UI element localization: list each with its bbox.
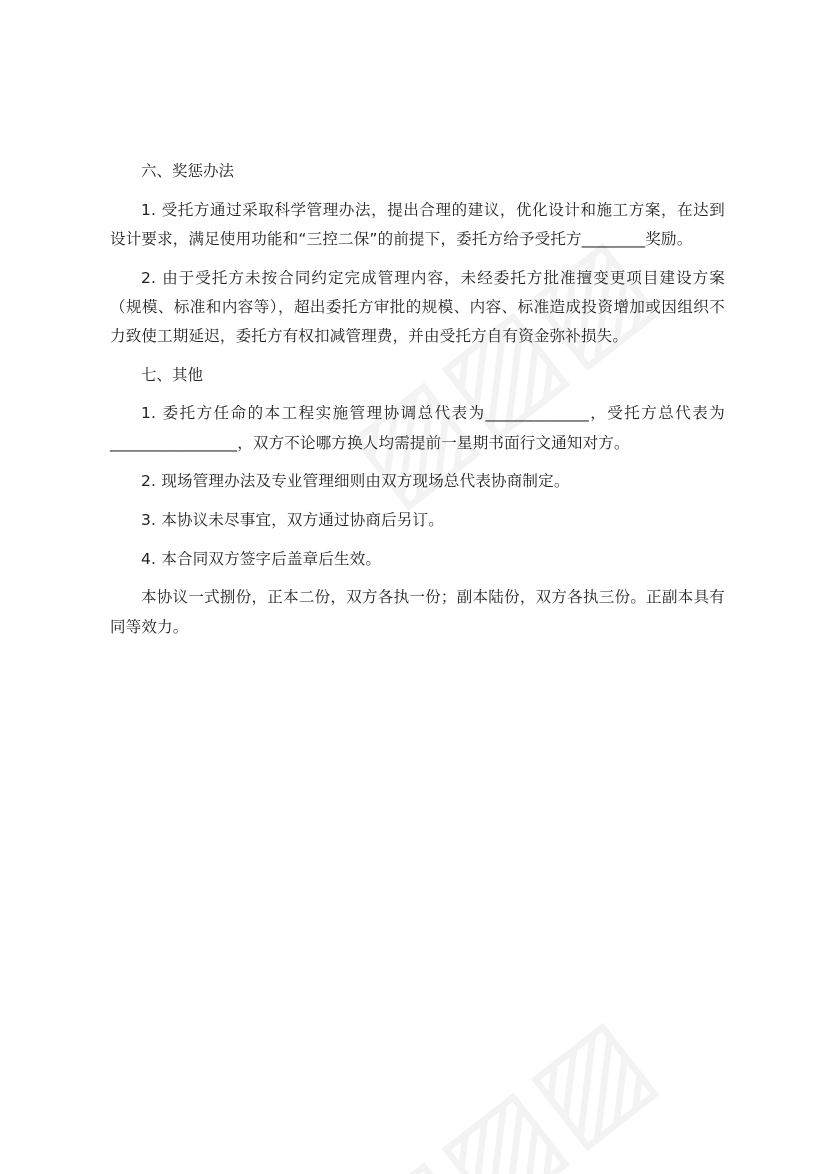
watermark-bottom (323, 990, 677, 1174)
clause-representatives: 1. 委托方任命的本工程实施管理协调总代表为_____________，受托方总代表为________________，双方不论哪方换人均需提前一星期书面行文通知对方。 (110, 404, 725, 452)
clause-site-management: 2. 现场管理办法及专业管理细则由双方现场总代表协商制定。 (141, 472, 570, 491)
document-body (110, 157, 725, 651)
clause-reward: 1. 受托方通过采取科学管理办法，提出合理的建议，优化设计和施工方案，在达到设计要求，满足使用功能和“三控二保”的前提下，委托方给予受托方________奖励。 (110, 200, 725, 248)
clause-unresolved-matters: 3. 本协议未尽事宜，双方通过协商后另订。 (141, 511, 444, 530)
clause-copies: 本协议一式捌份，正本二份，双方各执一份；副本陆份，双方各执三份。正副本具有同等效力。 (110, 588, 725, 636)
section-heading-reward-penalty: 六、奖惩办法 (141, 162, 235, 180)
section-heading-other: 七、其他 (141, 365, 204, 384)
clause-effectiveness: 4. 本合同双方签字后盖章后生效。 (141, 549, 382, 568)
clause-penalty: 2. 由于受托方未按合同约定完成管理内容，未经委托方批准擅变更项目建设方案（规模、标准和内容等），超出委托方审批的规模、内容、标准造成投资增加或因组织不力致使工期延迟，委托方有权扣减管理费，并由受托方自有资金弥补损失。 (110, 268, 725, 346)
